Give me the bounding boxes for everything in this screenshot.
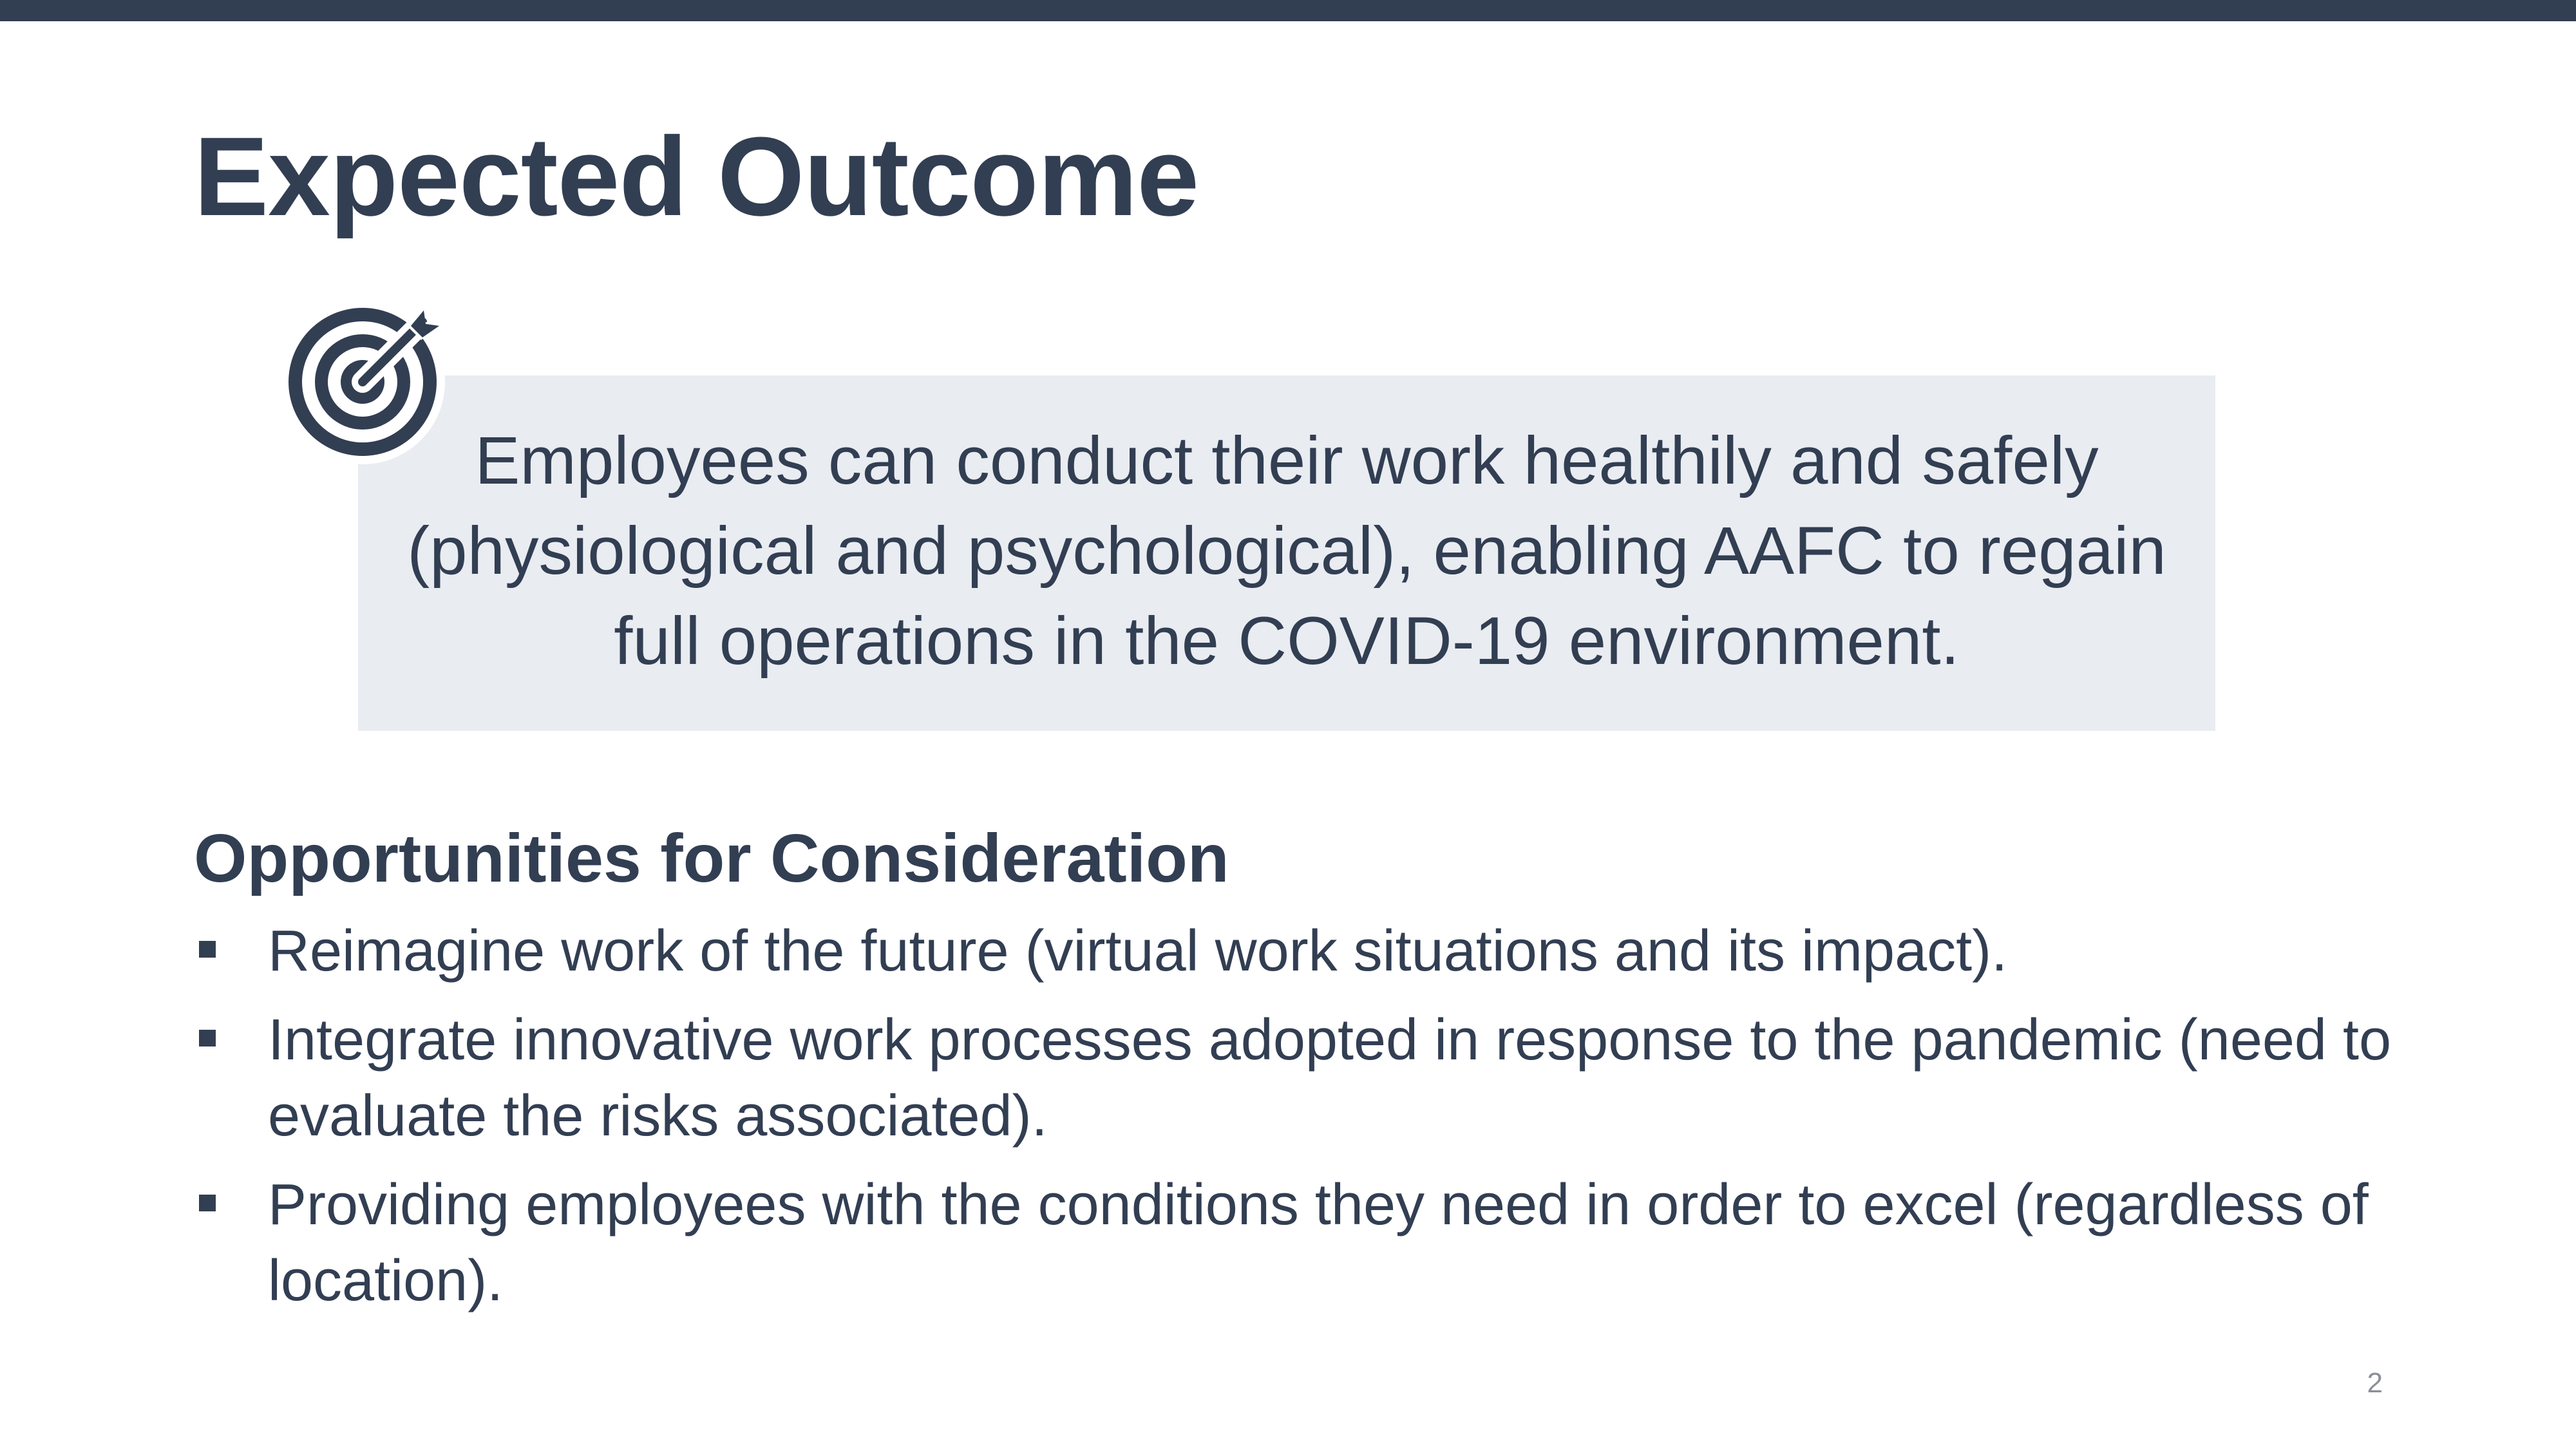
section-heading: Opportunities for Consideration <box>194 820 1229 896</box>
top-accent-bar <box>0 0 2576 21</box>
outcome-statement: Employees can conduct their work healthily and safely (physiological and psychological), enabling AAFC to regain full operations in the COVID-19 environment. <box>407 423 2166 679</box>
list-item-text: Providing employees with the conditions they need in order to excel (regardless of location). <box>268 1173 2369 1313</box>
square-bullet-icon <box>199 941 216 958</box>
list-item <box>194 1167 2461 1319</box>
list-item-text: Reimagine work of the future (virtual work situations and its impact). <box>268 919 2008 983</box>
slide-title: Expected Outcome <box>194 113 1199 239</box>
target-icon <box>270 289 457 475</box>
page-number: 2 <box>2367 1367 2383 1399</box>
opportunities-list <box>194 913 2461 1319</box>
list-item-text: Integrate innovative work processes adopted in response to the pandemic (need to evaluate the risks associated). <box>268 1008 2392 1148</box>
square-bullet-icon <box>199 1195 216 1211</box>
square-bullet-icon <box>199 1030 216 1046</box>
list-item <box>194 1002 2461 1154</box>
list-item <box>194 913 2461 989</box>
